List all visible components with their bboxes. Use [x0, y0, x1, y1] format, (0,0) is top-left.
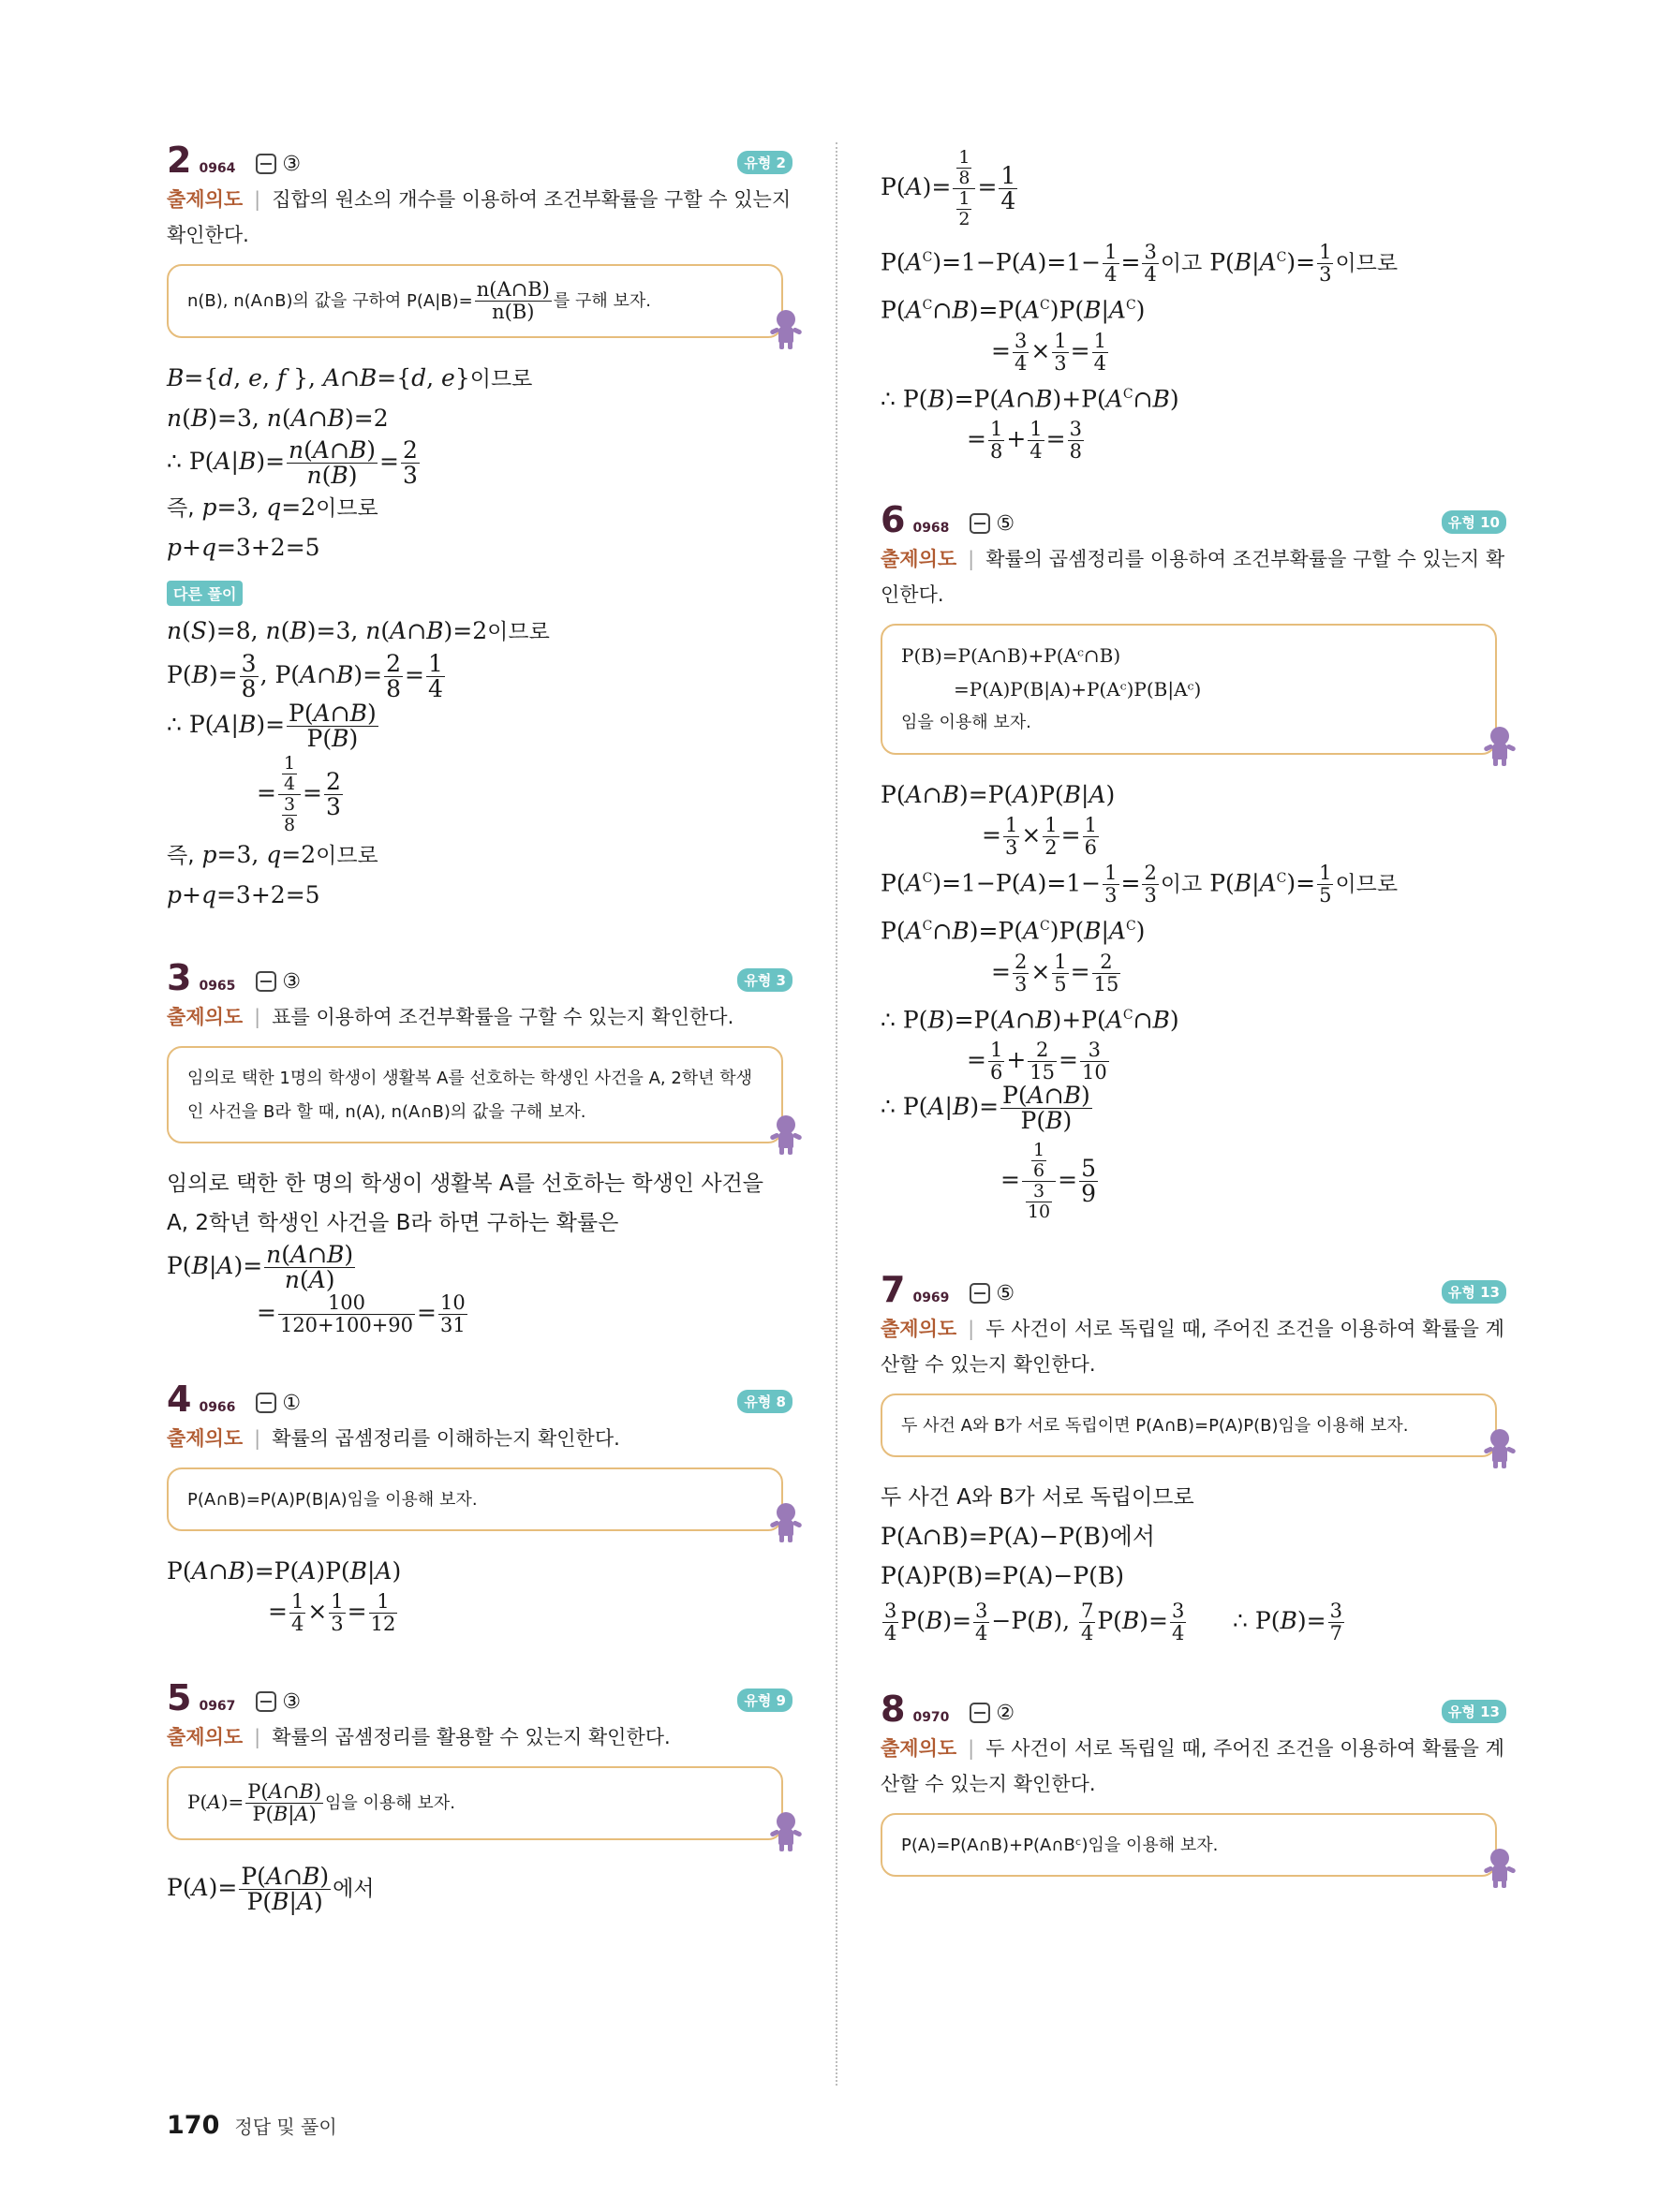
solution: 임의로 택한 한 명의 학생이 생활복 A를 선호하는 학생인 사건을 A, 2학년 학생인 사건을 B라 하면 구하는 확률은 P(B|A)= $\frac{n(A\cap B)}{n(A)}$ = $\frac{100}{120+100+90}$ = $\frac{10}{31}$: [167, 1172, 763, 1336]
page-number: 170: [167, 2111, 220, 2140]
answer-value: ①: [282, 1392, 302, 1415]
answer-icon: [256, 154, 276, 174]
problem-number: 3: [167, 957, 192, 998]
mascot-icon: [1484, 1849, 1516, 1888]
intent-label: 출제의도: [167, 188, 244, 211]
intent: [167, 1421, 792, 1456]
problem-id: 0965: [199, 979, 236, 994]
hint-text: P(A)=P(A∩B)+P(A∩Bᶜ)임을 이용해 보자.: [901, 1835, 1219, 1855]
intent: [881, 1731, 1506, 1802]
type-badge: 유형 9: [737, 1688, 792, 1712]
answer-icon: [970, 1283, 990, 1304]
problem-header: [881, 1268, 1506, 1310]
answer-icon: [256, 1691, 276, 1712]
problem-header: [167, 1678, 792, 1716]
problem-header: [167, 140, 792, 181]
mascot-icon: [1484, 1429, 1516, 1468]
mascot-icon: [770, 1115, 802, 1155]
page-footer: [167, 2111, 337, 2140]
other-solution-label: 다른 풀이: [167, 581, 243, 606]
hint-box: P(A)= $\frac{P(A\cap B)}{P(B|A)}$ 임을 이용해 보자.: [167, 1766, 783, 1840]
problem-number: 5: [167, 1677, 192, 1718]
intent-label: 출제의도: [167, 1006, 244, 1028]
hint-text-end: 임을 이용해 보자.: [325, 1793, 455, 1813]
intent-text: 확률의 곱셈정리를 이해하는지 확인한다.: [272, 1427, 620, 1450]
problem-number: 2: [167, 140, 192, 181]
intent-text: 집합의 원소의 개수를 이용하여 조건부확률을 구할 수 있는지 확인한다.: [167, 188, 792, 246]
solution: P(A∩B)=P(A)P(B|A) = $\frac{1}{4}$ × $\frac{1}{3}$ = $\frac{1}{12}$: [167, 1557, 402, 1635]
hint-box: [881, 1394, 1497, 1457]
mascot-icon: [770, 310, 802, 349]
intent-text: 두 사건이 서로 독립일 때, 주어진 조건을 이용하여 확률을 계산할 수 있는지 확인한다.: [881, 1736, 1504, 1795]
problem-id: 0964: [199, 161, 236, 176]
answer-value: ⑤: [996, 511, 1015, 536]
separator: |: [968, 1736, 975, 1760]
hint-text: 임의로 택한 1명의 학생이 생활복 A를 선호하는 학생인 사건을 A, 2학년 학생인 사건을 B라 할 때, n(A), n(A∩B)의 값을 구해 보자.: [187, 1069, 753, 1122]
intent-text: 확률의 곱셈정리를 이용하여 조건부확률을 구할 수 있는지 확인한다.: [881, 547, 1505, 606]
separator: |: [254, 1006, 261, 1028]
hint-text: 두 사건 A와 B가 서로 독립이면 P(A∩B)=P(A)P(B)임을 이용해 보자.: [901, 1415, 1409, 1436]
type-badge: 유형 8: [737, 1390, 792, 1413]
problem-4: [167, 1379, 792, 1635]
intent-label: 출제의도: [167, 1427, 244, 1450]
problem-7: [881, 1270, 1506, 1646]
hint-box: [881, 1813, 1497, 1877]
answer-value: ③: [282, 970, 302, 994]
answer-value: ③: [282, 1690, 302, 1714]
solution: P(A∩B)=P(A)P(B|A) = $\frac{1}{3}$ × $\frac{1}{2}$ = $\frac{1}{6}$ $P(A^C)=1-P(A)=1-$ $\frac{1}{3}$ = $\frac{2}{3}$ 이고 $P(B|A^C)=$ $\frac{1}{5}$ 이므로 $P(A^C\cap B)=P(A^C)P(B|A^C)$ = $\frac{2}{3}$ × $\frac{1}{5}$ = $\frac{2}{15}$ ∴ $P(B)=P(A\cap B)+P(A^C\cap B)$ = $\frac{1}{6}$ + $\frac{2}{15}$ = $\frac{3}{10}$ ∴ P(A|B)= $\frac{P(A\cap B)}{P(B)}$ = $\frac{\frac{1}{6}}{\frac{3}{10}}$ = $\frac{5}{9}$: [881, 780, 1399, 1222]
fraction: $\frac{n(A\cap B)}{n(B)}$: [476, 278, 550, 323]
type-badge: 유형 10: [1442, 510, 1506, 534]
problem-header: [881, 1688, 1506, 1730]
hint-text: P(A∩B)=P(A)P(B|A)임을 이용해 보자.: [187, 1490, 478, 1510]
separator: |: [968, 1317, 975, 1340]
separator: |: [254, 1726, 261, 1748]
solution: 두 사건 A와 B가 서로 독립이므로 P(A∩B)=P(A)−P(B)에서 P(A)P(B)=P(A)−P(B) $\frac{3}{4}$ P(B)= $\frac{3}{4}$ −P(B), $\frac{7}{4}$ P(B)= $\frac{3}{4}$ ∴ P(B)= $\frac{3}{7}$: [881, 1484, 1342, 1644]
problem-id: 0970: [912, 1709, 950, 1725]
intent-label: 출제의도: [881, 547, 957, 570]
hint-formula-2: =P(A)P(B|A)+P(Aᶜ)P(B|Aᶜ): [954, 677, 1202, 700]
problem-3: [167, 958, 792, 1336]
problem-8: [881, 1689, 1506, 1877]
hint-text-end: 를 구해 보자.: [553, 291, 651, 311]
mascot-icon: [770, 1503, 802, 1542]
intent-label: 출제의도: [167, 1726, 244, 1748]
intent-text: 확률의 곱셈정리를 활용할 수 있는지 확인한다.: [272, 1726, 671, 1748]
separator: |: [254, 188, 261, 211]
hint-box: [167, 1467, 783, 1531]
problem-header: [881, 500, 1506, 538]
intent: [881, 541, 1506, 612]
answer-icon: [256, 971, 276, 992]
problem-id: 0967: [199, 1699, 236, 1714]
answer-value: ②: [996, 1701, 1015, 1725]
answer-value: ⑤: [996, 1281, 1015, 1305]
problem-number: 6: [881, 498, 906, 540]
problem-2: [167, 140, 792, 915]
separator: |: [254, 1427, 261, 1450]
solution-continued: P(A)= $\frac{\frac{1}{8}}{\frac{1}{2}}$ = $\frac{1}{4}$ $P(A^C)=1-P(A)=1-$ $\frac{1}{4}$ = $\frac{3}{4}$ 이고 $P(B|A^C)=$ $\frac{1}{3}$ 이므로 $P(A^C\cap B)=P(A^C)P(B|A^C)$ = $\frac{3}{4}$ × $\frac{1}{3}$ = $\frac{1}{4}$ ∴ $P(B)=P(A\cap B)+P(A^C\cap B)$ = $\frac{1}{8}$ + $\frac{1}{4}$ = $\frac{3}{8}$: [881, 147, 1399, 463]
intent: [167, 999, 792, 1035]
intent-text: 두 사건이 서로 독립일 때, 주어진 조건을 이용하여 확률을 계산할 수 있는지 확인한다.: [881, 1317, 1504, 1376]
problem-id: 0966: [199, 1400, 236, 1415]
problem-id: 0969: [912, 1290, 950, 1305]
intent-label: 출제의도: [881, 1317, 957, 1340]
mascot-icon: [770, 1812, 802, 1851]
intent: [167, 182, 792, 253]
problem-header: [167, 957, 792, 998]
problem-number: 4: [167, 1379, 192, 1420]
problem-number: 7: [881, 1268, 906, 1310]
column-divider: [836, 142, 837, 2086]
problem-6: [881, 500, 1506, 1227]
left-column: [167, 140, 792, 1916]
intent: [881, 1311, 1506, 1382]
answer-icon: [970, 1703, 990, 1723]
hint-box: [167, 264, 783, 338]
hint-box: [881, 624, 1497, 755]
answer-icon: [256, 1393, 276, 1413]
type-badge: 유형 2: [737, 151, 792, 174]
intent-text: 표를 이용하여 조건부확률을 구할 수 있는지 확인한다.: [272, 1006, 734, 1028]
problem-5: [167, 1678, 792, 1916]
hint-box: [167, 1046, 783, 1143]
problem-id: 0968: [912, 520, 950, 536]
answer-value: ③: [282, 153, 302, 176]
footer-title: 정답 및 풀이: [234, 2116, 337, 2138]
solution: P(A)= $\frac{P(A\cap B)}{P(B|A)}$ 에서: [167, 1863, 375, 1915]
intent-label: 출제의도: [881, 1736, 957, 1760]
intent: [167, 1719, 792, 1755]
problem-number: 8: [881, 1688, 906, 1730]
type-badge: 유형 13: [1442, 1280, 1506, 1304]
answer-icon: [970, 513, 990, 534]
mascot-icon: [1484, 727, 1516, 766]
type-badge: 유형 13: [1442, 1700, 1506, 1723]
solution: B={d, e, f }, A∩B={d, e}이므로 n(B)=3, n(A∩B)=2 ∴ P(A|B)= $\frac{n(A\cap B)}{n(B)}$ = $\frac{2}{3}$ 즉, p=3, q=2이므로 p+q=3+2=5 다른 풀이 n(S)=8, n(B)=3, n(A∩B)=2이므로 P(B)= $\frac{3}{8}$ , P(A∩B)= $\frac{2}{8}$ = $\frac{1}{4}$ ∴ P(A|B)= $\frac{P(A\cap B)}{P(B)}$ = $\frac{\frac{1}{4}}{\frac{3}{8}}$ = $\frac{2}{3}$ 즉, p=3, q=2이므로 p+q=3+2=5: [167, 364, 550, 908]
hint-text: n(B), n(A∩B)의 값을 구하여 P(A|B)=: [187, 291, 473, 311]
hint-text: 임을 이용해 보자.: [901, 712, 1031, 732]
right-column: [881, 140, 1506, 1877]
problem-header: [167, 1379, 792, 1420]
type-badge: 유형 3: [737, 968, 792, 992]
separator: |: [968, 547, 975, 570]
hint-formula-1: P(B)=P(A∩B)+P(Aᶜ∩B): [901, 643, 1121, 667]
